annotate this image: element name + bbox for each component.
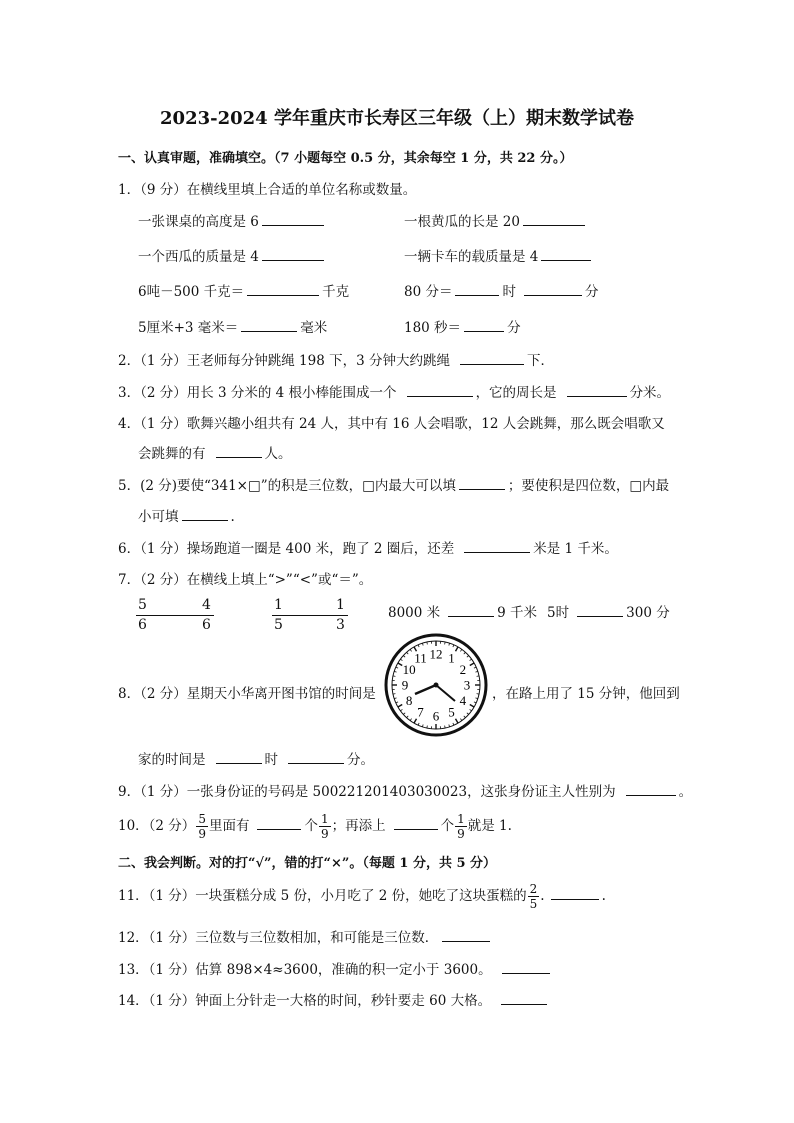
blank-line[interactable] (442, 929, 490, 942)
q8-line2: 家的时间是 时 分。 (138, 752, 374, 768)
q13: 13．（1 分）估算 898×4≈3600，准确的积一定小于 3600。 (118, 958, 553, 978)
section-1-heading: 一、认真审题，准确填空。（7 小题每空 0.5 分，其余每空 1 分，共 22 分。） (118, 151, 573, 166)
page-title: 2023-2024 学年重庆市长寿区三年级（上）期末数学试卷 (160, 108, 634, 129)
blank-line[interactable] (182, 508, 228, 521)
q12: 12．（1 分）三位数与三位数相加，和可能是三位数． (118, 926, 493, 946)
fraction-5-9: $\frac{5}{9}$ (198, 812, 206, 841)
blank-line[interactable] (464, 319, 504, 332)
blank-line[interactable] (567, 384, 627, 397)
q5-line1: 5．(2 分)要使“341×□”的积是三位数，□内最大可以填 ；要使积是四位数，□内最 (118, 478, 670, 494)
q8-line1-right: ，在路上用了 15 分钟，他回到 (492, 686, 680, 702)
q7-frac-1-3: 1 3 (336, 597, 345, 633)
fraction-2-5: $\frac{2}{5}$ (529, 882, 538, 911)
clock-tick (477, 676, 479, 677)
clock-number: 6 (432, 708, 440, 724)
clock-tick (445, 726, 446, 728)
clock-tick (427, 726, 428, 728)
blank-line[interactable] (216, 445, 262, 458)
clock-number: 12 (429, 646, 443, 662)
clock-number: 10 (402, 662, 416, 677)
q1-stem: 1．（9 分）在横线里填上合适的单位名称或数量。 (118, 182, 417, 198)
q1-e: 6吨－500 千克＝ 千克 (138, 284, 350, 300)
blank-line[interactable] (464, 540, 530, 553)
clock-tick (393, 694, 395, 695)
blank-line[interactable] (262, 248, 324, 261)
clock-number: 5 (448, 704, 455, 720)
q7-frac-1-5: 1 5 (274, 597, 283, 633)
q4-line2: 会跳舞的有 人。 (138, 446, 292, 462)
blank-line[interactable] (257, 817, 301, 830)
clock-tick (445, 642, 446, 644)
q3: 3．（2 分）用长 3 分米的 4 根小棒能围成一个 ，它的周长是 分米。 (118, 385, 671, 401)
q10: 10．（2 分） $\frac{5}{9}$ 里面有 个 $\frac{1}{9}$ ；再添上 个 $\frac{1}{9}$ 就是 1. (118, 812, 512, 841)
q1-a: 一张课桌的高度是 6 (138, 210, 327, 230)
clock-icon (383, 632, 489, 738)
clock-number: 11 (414, 650, 427, 666)
clock-number: 4 (459, 693, 467, 708)
q1-d: 一辆卡车的载质量是 4 (404, 245, 594, 265)
q5-line2: 小可填 . (138, 509, 235, 525)
clock-tick (393, 676, 395, 677)
q2: 2．（1 分）王老师每分钟跳绳 198 下，3 分钟大约跳绳 下． (118, 353, 554, 369)
blank-line[interactable] (247, 283, 319, 296)
blank-line[interactable] (241, 319, 297, 332)
q7-compare: 8000 米 9 千米 5时 300 分 (388, 605, 670, 621)
blank-line[interactable] (541, 248, 591, 261)
section-2-heading: 二、我会判断。对的打“√”，错的打“×”。（每题 1 分，共 5 分） (118, 856, 497, 871)
q1-h: 180 秒＝ 分 (404, 320, 521, 336)
blank-line[interactable] (460, 352, 524, 365)
blank-line[interactable] (459, 477, 505, 490)
fraction-1-9: $\frac{1}{9}$ (457, 812, 465, 841)
clock-number: 1 (448, 650, 455, 666)
blank-line[interactable] (288, 751, 344, 764)
fraction-1-9: $\frac{1}{9}$ (320, 812, 329, 841)
blank-line[interactable] (626, 783, 676, 796)
q6: 6．（1 分）操场跑道一圈是 400 米，跑了 2 圈后，还差 米是 1 千米。 (118, 541, 618, 557)
q1-f: 80 分＝ 时 分 (404, 284, 599, 300)
blank-line[interactable] (577, 604, 623, 617)
clock-number: 9 (401, 677, 409, 693)
blank-line[interactable] (502, 961, 550, 974)
q7-frac-4-6: 4 6 (202, 597, 211, 633)
q4-line1: 4．（1 分）歌舞兴趣小组共有 24 人，其中有 16 人会唱歌，12 人会跳舞，那么既会唱歌又 (118, 416, 665, 432)
blank-line[interactable] (448, 604, 494, 617)
blank-line[interactable] (407, 384, 473, 397)
blank-line[interactable] (501, 992, 547, 1005)
clock-tick (427, 642, 428, 644)
clock-center (434, 683, 439, 688)
q11: 11．（1 分）一块蛋糕分成 5 份，小月吃了 2 份，她吃了这块蛋糕的 $\frac{2}{5}$ . . (118, 882, 606, 911)
blank-line[interactable] (394, 817, 438, 830)
q7-stem: 7．（2 分）在横线上填上“>”“<”或“＝”。 (118, 572, 373, 588)
blank-line[interactable] (523, 213, 585, 226)
clock-number: 3 (463, 677, 471, 693)
blank-line[interactable] (455, 283, 499, 296)
q1-c: 一个西瓜的质量是 4 (138, 245, 327, 265)
q14: 14．（1 分）钟面上分针走一大格的时间，秒针要走 60 大格。 (118, 989, 550, 1009)
clock-tick (477, 694, 479, 695)
blank-line[interactable] (216, 751, 262, 764)
blank-line[interactable] (551, 887, 599, 900)
clock-number: 7 (417, 704, 424, 720)
blank-line[interactable] (524, 283, 582, 296)
q8-line1-left: 8．（2 分）星期天小华离开图书馆的时间是 (118, 686, 376, 702)
clock-number: 8 (405, 693, 413, 708)
q7-frac-5-6: 5 6 (138, 597, 147, 633)
q9: 9．（1 分）一张身份证的号码是 500221201403030023，这张身份证主人性别为 。 (118, 784, 693, 800)
q1-b: 一根黄瓜的长是 20 (404, 210, 588, 230)
q1-g: 5厘米+3 毫米＝ 毫米 (138, 320, 328, 336)
blank-line[interactable] (262, 213, 324, 226)
clock-number: 2 (459, 662, 467, 677)
